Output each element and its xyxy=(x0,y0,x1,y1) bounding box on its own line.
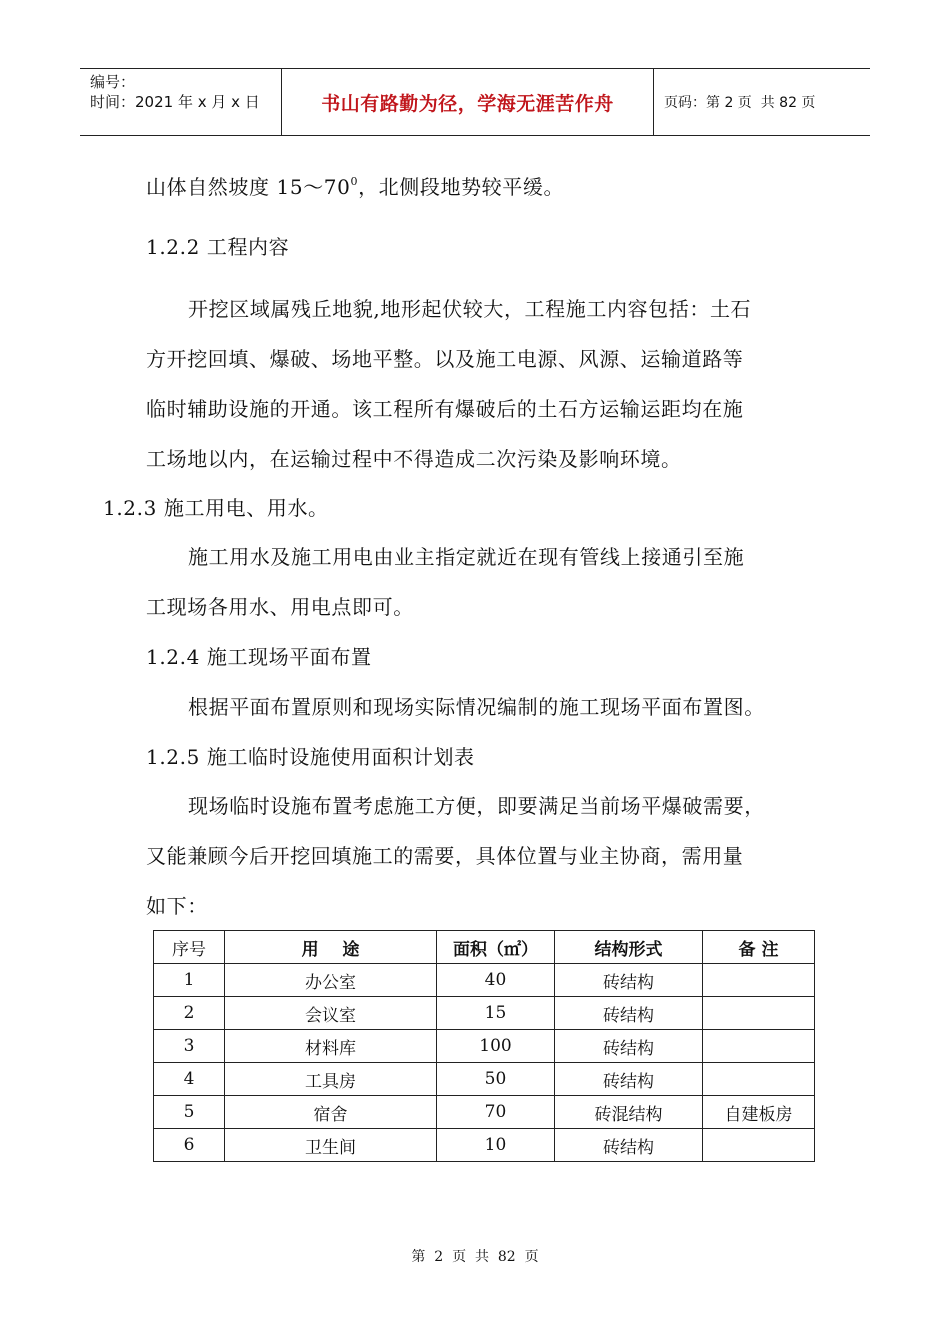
cell-area: 40 xyxy=(437,964,555,997)
page-footer: 第 2 页 共 82 页 xyxy=(411,1249,539,1265)
cell-usage: 宿舍 xyxy=(225,1096,437,1129)
cell-remark: 自建板房 xyxy=(703,1096,815,1129)
slope-degree-sup: 0 xyxy=(350,175,359,188)
paragraph-line: 现场临时设施布置考虑施工方便，即要满足当前场平爆破需要， xyxy=(188,794,765,818)
slope-text: 山体自然坡度 15～70 xyxy=(146,175,351,199)
facility-area-table xyxy=(153,930,815,1162)
header-remark: 备 注 xyxy=(703,931,815,964)
paragraph-line: 开挖区域属残丘地貌,地形起伏较大，工程施工内容包括：土石 xyxy=(188,297,752,321)
cell-remark xyxy=(703,1030,815,1063)
cell-area: 10 xyxy=(437,1129,555,1162)
header-motto: 书山有路勤为径，学海无涯苦作舟 xyxy=(282,69,654,135)
cell-usage: 办公室 xyxy=(225,964,437,997)
paragraph-line: 如下： xyxy=(146,894,208,918)
cell-structure: 砖混结构 xyxy=(555,1096,703,1129)
header-page-info xyxy=(654,69,870,135)
cell-area: 100 xyxy=(437,1030,555,1063)
page-header xyxy=(80,68,870,136)
table-header-row xyxy=(154,931,815,964)
header-structure: 结构形式 xyxy=(555,931,703,964)
table-row xyxy=(154,1030,815,1063)
table-row xyxy=(154,1063,815,1096)
cell-area: 50 xyxy=(437,1063,555,1096)
section-heading-1-2-4: 1.2.4 施工现场平面布置 xyxy=(146,645,372,669)
section-heading-1-2-5: 1.2.5 施工临时设施使用面积计划表 xyxy=(146,745,475,769)
cell-index: 2 xyxy=(154,997,225,1030)
cell-structure: 砖结构 xyxy=(555,964,703,997)
cell-usage: 会议室 xyxy=(225,997,437,1030)
cell-area: 70 xyxy=(437,1096,555,1129)
cell-remark xyxy=(703,964,815,997)
header-meta xyxy=(80,69,282,135)
slope-line xyxy=(146,174,564,200)
slope-text-end: ，北侧段地势较平缓。 xyxy=(358,175,565,199)
cell-structure: 砖结构 xyxy=(555,1063,703,1096)
cell-index: 3 xyxy=(154,1030,225,1063)
paragraph-line: 临时辅助设施的开通。该工程所有爆破后的土石方运输运距均在施 xyxy=(146,397,744,421)
paragraph-line: 工场地以内，在运输过程中不得造成二次污染及影响环境。 xyxy=(146,447,682,471)
paragraph-line: 又能兼顾今后开挖回填施工的需要，具体位置与业主协商，需用量 xyxy=(146,844,744,868)
table-row xyxy=(154,997,815,1030)
cell-usage: 材料库 xyxy=(225,1030,437,1063)
cell-structure: 砖结构 xyxy=(555,1129,703,1162)
cell-index: 5 xyxy=(154,1096,225,1129)
cell-remark xyxy=(703,1129,815,1162)
section-heading-1-2-2: 1.2.2 工程内容 xyxy=(146,235,290,259)
time-label: 时间：2021 年 x 月 x 日 xyxy=(90,93,260,111)
cell-index: 1 xyxy=(154,964,225,997)
cell-remark xyxy=(703,997,815,1030)
header-usage: 用 途 xyxy=(225,931,437,964)
cell-index: 4 xyxy=(154,1063,225,1096)
number-label: 编号： xyxy=(90,73,136,91)
cell-area: 15 xyxy=(437,997,555,1030)
paragraph-line: 方开挖回填、爆破、场地平整。以及施工电源、风源、运输道路等 xyxy=(146,347,744,371)
cell-structure: 砖结构 xyxy=(555,1030,703,1063)
cell-remark xyxy=(703,1063,815,1096)
cell-structure: 砖结构 xyxy=(555,997,703,1030)
page-info-text: 页码：第 2 页 共 82 页 xyxy=(664,95,816,111)
paragraph-line: 工现场各用水、用电点即可。 xyxy=(146,595,414,619)
table-row xyxy=(154,1129,815,1162)
cell-usage: 工具房 xyxy=(225,1063,437,1096)
paragraph-line: 施工用水及施工用电由业主指定就近在现有管线上接通引至施 xyxy=(188,545,745,569)
table-row xyxy=(154,964,815,997)
cell-index: 6 xyxy=(154,1129,225,1162)
paragraph-line: 根据平面布置原则和现场实际情况编制的施工现场平面布置图。 xyxy=(188,695,765,719)
table-row xyxy=(154,1096,815,1129)
header-index: 序号 xyxy=(154,931,225,964)
section-heading-1-2-3: 1.2.3 施工用电、用水。 xyxy=(103,496,329,520)
cell-usage: 卫生间 xyxy=(225,1129,437,1162)
header-area: 面积（㎡） xyxy=(437,931,555,964)
